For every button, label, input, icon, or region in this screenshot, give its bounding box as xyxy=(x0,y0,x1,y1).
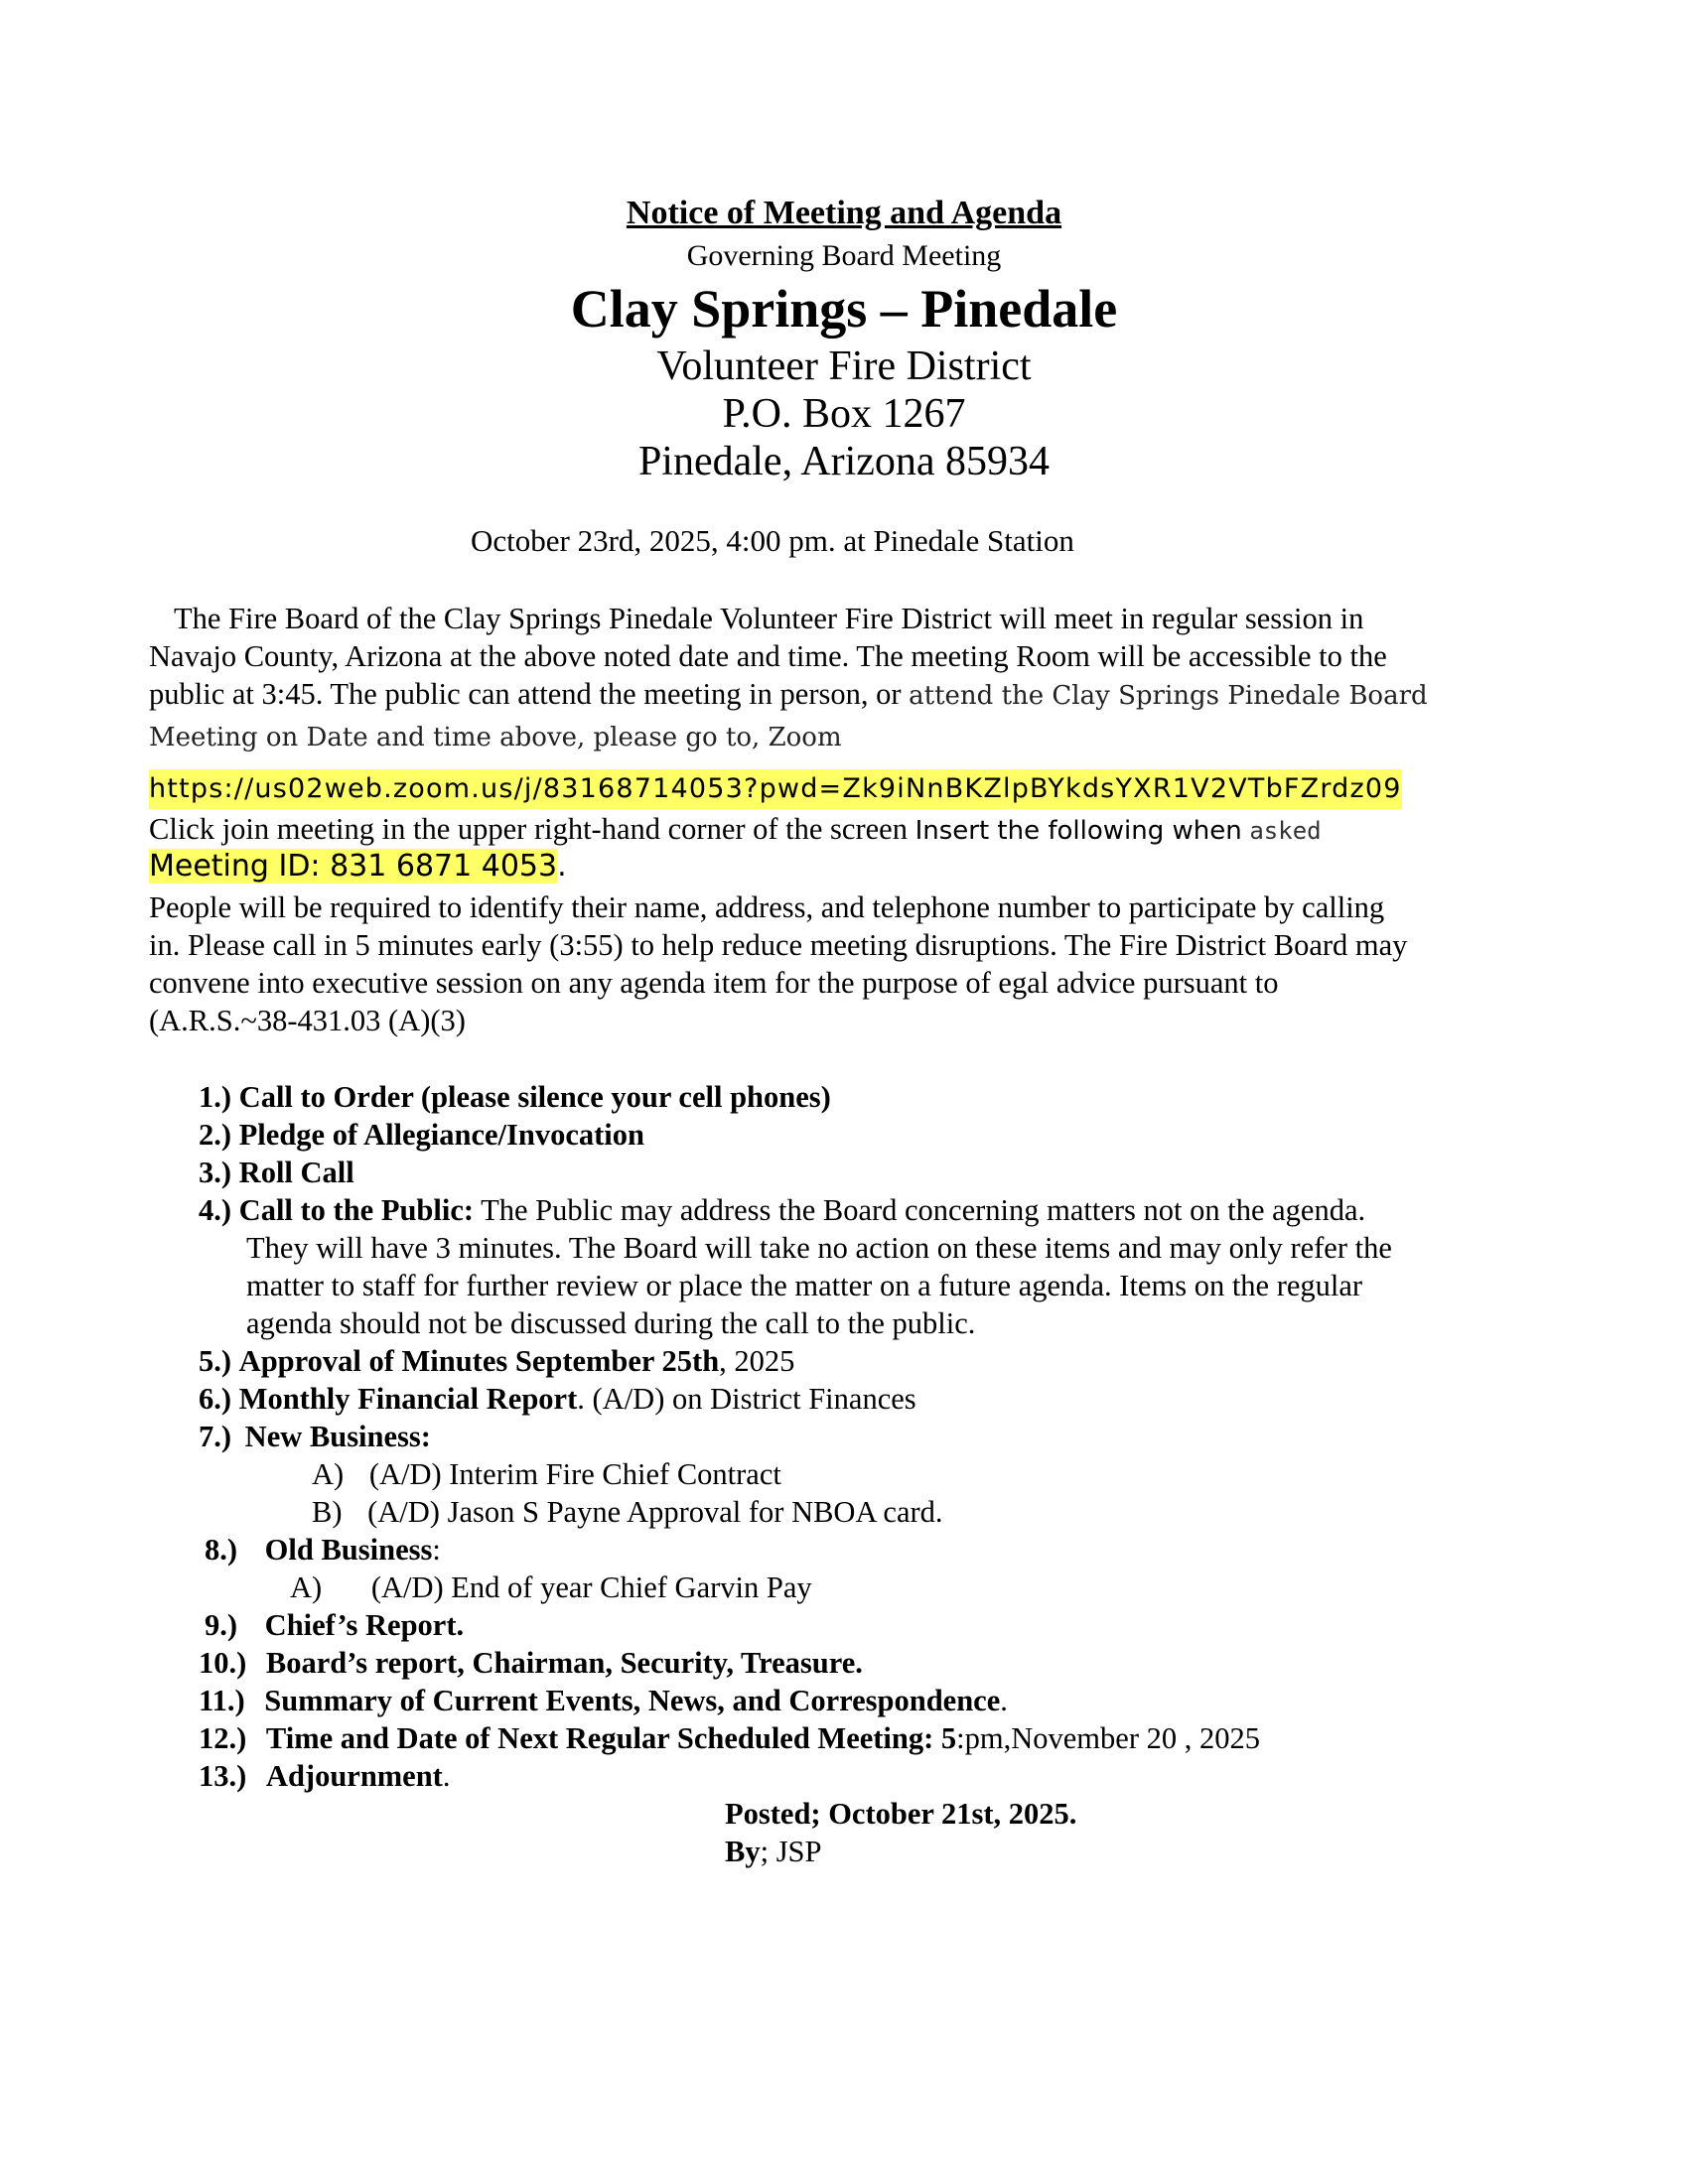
agenda-item-9 xyxy=(205,1606,464,1644)
agenda-item-7-sub-b xyxy=(312,1493,943,1531)
agenda-item-10 xyxy=(199,1644,863,1682)
agenda-item-text: . xyxy=(442,1759,451,1793)
agenda-item-13 xyxy=(199,1757,450,1795)
agenda-item-number: 6.) xyxy=(199,1382,232,1416)
agenda-item-label: Approval of Minutes September 25th xyxy=(238,1344,720,1378)
sub-item-text: (A/D) Jason S Payne Approval for NBOA card. xyxy=(367,1495,943,1529)
intro-line-3 xyxy=(149,675,1428,715)
agenda-item-8-sub-a xyxy=(290,1569,812,1606)
agenda-item-4 xyxy=(199,1191,1365,1229)
agenda-item-text-bold: : 5 xyxy=(923,1721,957,1755)
agenda-item-number: 12.) xyxy=(199,1721,247,1755)
agenda-item-label: Time and Date of Next Regular Scheduled Meeting xyxy=(265,1721,924,1755)
agenda-item-label: Chief’s Report. xyxy=(264,1608,465,1642)
agenda-item-text: , 2025 xyxy=(719,1344,795,1378)
address-line-3: Pinedale, Arizona 85934 xyxy=(637,439,1051,484)
insert-text: Insert the following when xyxy=(914,816,1242,846)
agenda-item-5 xyxy=(199,1342,794,1380)
sub-item-text: (A/D) Interim Fire Chief Contract xyxy=(368,1457,781,1491)
agenda-item-label: Board’s report, Chairman, Security, Treasure. xyxy=(265,1646,863,1680)
agenda-item-label: Call to the Public: xyxy=(238,1193,475,1227)
intro-line-1: The Fire Board of the Clay Springs Pinedale Volunteer Fire District will meet in regular session in xyxy=(174,602,1364,635)
agenda-item-label: Summary of Current Events, News, and Correspondence xyxy=(264,1684,1001,1717)
sub-item-letter: B) xyxy=(312,1495,343,1529)
agenda-item-label: Old Business xyxy=(264,1533,433,1567)
agenda-item-3 xyxy=(199,1154,354,1191)
agenda-item-4-line-3: matter to staff for further review or place the matter on a future agenda. Items on the regular xyxy=(246,1269,1363,1302)
agenda-item-11 xyxy=(199,1682,1008,1719)
meeting-date: October 23rd, 2025, 4:00 pm. at Pinedale Station xyxy=(471,523,1074,558)
participation-line-3: convene into executive session on any agenda item for the purpose of egal advice pursuant to xyxy=(149,966,1279,1000)
agenda-item-number: 13.) xyxy=(199,1759,247,1793)
agenda-item-text: . xyxy=(1000,1684,1008,1717)
sub-item-letter: A) xyxy=(312,1457,345,1491)
zoom-link[interactable]: https://us02web.zoom.us/j/83168714053?pwd=Zk9iNnBKZlpBYkdsYXR1V2VTbFZrdz09 xyxy=(149,769,1402,809)
agenda-item-number: 8.) xyxy=(205,1533,238,1567)
agenda-item-number: 7.) xyxy=(199,1420,232,1453)
agenda-item-number: 5.) xyxy=(199,1344,232,1378)
agenda-item-text: :pm,November 20 , 2025 xyxy=(956,1721,1260,1755)
agenda-item-label: Call to Order (please silence your cell phones) xyxy=(238,1080,831,1114)
agenda-item-number: 9.) xyxy=(205,1608,238,1642)
posted-by xyxy=(725,1833,822,1870)
sub-item-letter: A) xyxy=(290,1570,323,1604)
agenda-item-text: The Public may address the Board concerning matters not on the agenda. xyxy=(481,1193,1366,1227)
agenda-item-8 xyxy=(205,1531,441,1569)
asked-text: asked xyxy=(1249,817,1322,845)
posted-by-label: By xyxy=(725,1835,761,1868)
participation-line-4: (A.R.S.~38-431.03 (A)(3) xyxy=(149,1004,466,1037)
agenda-item-label: Pledge of Allegiance/Invocation xyxy=(238,1118,644,1152)
intro-line-4: Meeting on Date and time above, please go to, Zoom xyxy=(149,723,842,752)
address-line-1: Volunteer Fire District xyxy=(656,343,1032,389)
agenda-item-1 xyxy=(199,1078,831,1116)
participation-line-2: in. Please call in 5 minutes early (3:55) to help reduce meeting disruptions. The Fire District Board may xyxy=(149,928,1408,962)
posted-date: Posted; October 21st, 2025. xyxy=(725,1797,1077,1831)
agenda-item-number: 2.) xyxy=(199,1118,232,1152)
participation-line-1: People will be required to identify their name, address, and telephone number to participate by calling xyxy=(149,890,1385,924)
intro-line-2: Navajo County, Arizona at the above noted date and time. The meeting Room will be accessible to the xyxy=(149,639,1387,673)
agenda-item-text: . (A/D) on District Finances xyxy=(577,1382,916,1416)
agenda-item-number: 3.) xyxy=(199,1156,232,1189)
agenda-item-4-line-4: agenda should not be discussed during the call to the public. xyxy=(246,1306,976,1340)
agenda-item-label: Roll Call xyxy=(238,1156,354,1189)
agenda-item-2 xyxy=(199,1116,644,1154)
click-instructions xyxy=(149,810,1322,850)
address-line-2: P.O. Box 1267 xyxy=(722,391,966,437)
posted-by-value: ; JSP xyxy=(760,1835,822,1868)
meeting-id-period: . xyxy=(557,849,567,884)
agenda-item-number: 4.) xyxy=(199,1193,232,1227)
agenda-item-colon: : xyxy=(432,1533,441,1567)
agenda-item-12 xyxy=(199,1719,1260,1757)
agenda-item-label: Monthly Financial Report xyxy=(238,1382,578,1416)
agenda-item-number: 11.) xyxy=(199,1684,245,1717)
intro-line-3-b: attend the Clay Springs Pinedale Board xyxy=(909,681,1428,711)
meeting-id: Meeting ID: 831 6871 4053 xyxy=(149,849,558,884)
agenda-item-7 xyxy=(199,1418,431,1455)
agenda-item-number: 10.) xyxy=(199,1646,247,1680)
click-text: Click join meeting in the upper right-hand corner of the screen xyxy=(149,812,908,846)
agenda-item-4-line-2: They will have 3 minutes. The Board will take no action on these items and may only refer the xyxy=(246,1231,1392,1265)
page-title: Notice of Meeting and Agenda xyxy=(626,195,1062,231)
intro-line-3-a: public at 3:45. The public can attend the meeting in person, or xyxy=(149,677,902,711)
agenda-item-number: 1.) xyxy=(199,1080,232,1114)
organization-name: Clay Springs – Pinedale xyxy=(570,279,1118,339)
agenda-item-label: New Business: xyxy=(244,1420,431,1453)
agenda-item-6 xyxy=(199,1380,916,1418)
agenda-item-label: Adjournment xyxy=(265,1759,443,1793)
page-subtitle: Governing Board Meeting xyxy=(686,239,1002,272)
sub-item-text: (A/D) End of year Chief Garvin Pay xyxy=(370,1570,812,1604)
agenda-item-7-sub-a xyxy=(312,1455,781,1493)
meeting-id-line xyxy=(149,848,567,890)
